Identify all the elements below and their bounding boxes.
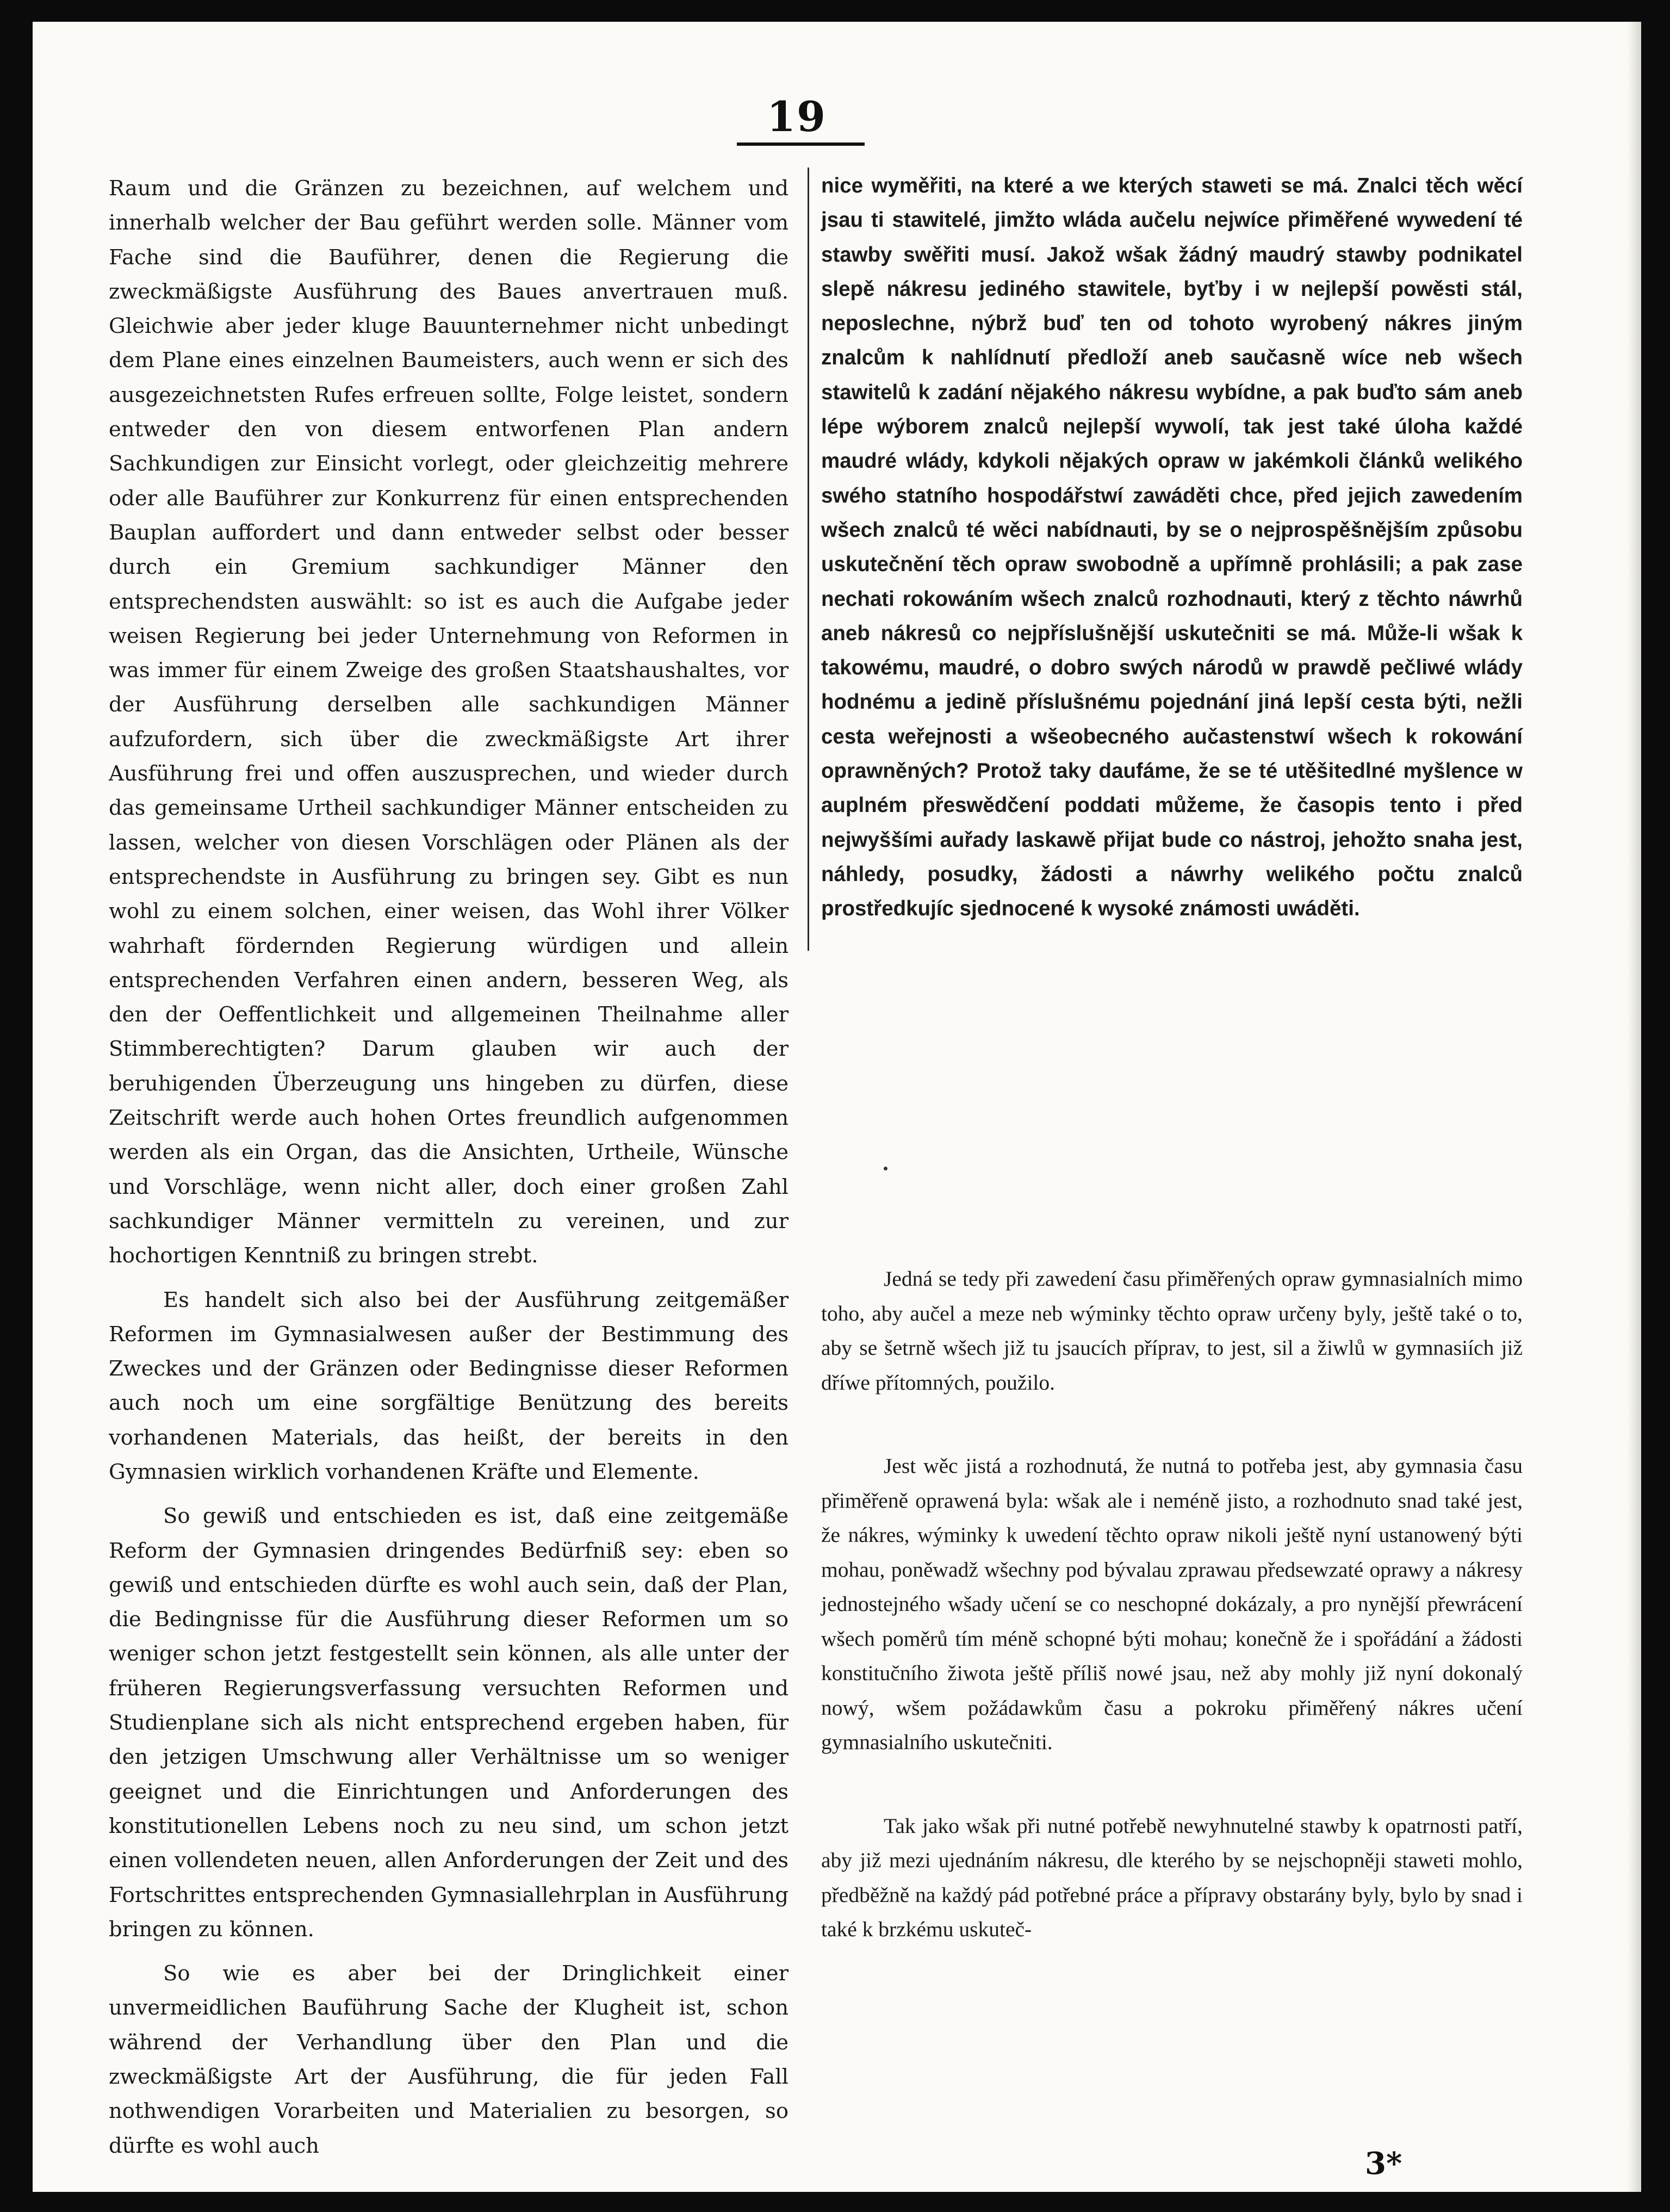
column-divider — [808, 168, 809, 951]
ink-speck — [884, 1167, 887, 1170]
german-paragraph-3: So gewiß und entschieden es ist, daß eine zeitgemäße Reform der Gymnasien dringendes Bedürfniß sey: eben so gewiß und entschieden dürfte es wohl auch sein, daß der Plan, die Bedingnisse für die Ausführung dieser Reformen um so weniger schon jetzt festgestellt sein können, als alle unter der früheren Regierungsverfassung versuchten Reformen und Studienplane sich als nicht entsprechend ergeben haben, für den jetzigen Umschwung aller Verhältnisse um so weniger geeignet und die Einrichtungen und Anforderungen des konstitutionellen Lebens noch zu neu sind, um schon jetzt einen vollendeten neuen, allen Anforderungen der Zeit und des Fortschrittes entsprechenden Gymnasiallehrplan in Ausführung bringen zu können. — [109, 1504, 789, 1942]
book-page — [33, 22, 1641, 2192]
czech-paragraph-3: Jest wěc jistá a rozhodnutá, že nutná to potřeba jest, aby gymnasia času přiměřeně oprawená byla: wšak ale i neméně jisto, a rozhodnuto snad také jest, že nákres, wýminky k uwedení těchto opraw nikoli ještě nyní ustanowený býti mohau, poněwadž wšechny pod bývalau zprawau předsewzaté oprawy a nákresy jednostejného wšady učení se co neschopné dokázaly, a pro nynější přewrácení wšech poměrů tím méně schopné býti mohau; konečně že i spořádání a žádosti konstitučního žiwota ještě příliš nowé jsau, než aby mohly již nyní dokonalý nowý, wšem požádawkům času a pokroku přiměřený nákres učení gymnasialního uskutečniti. — [821, 1454, 1523, 1754]
signature-mark: 3* — [1365, 2146, 1402, 2182]
czech-column-top — [821, 169, 1523, 936]
german-paragraph-1: Raum und die Gränzen zu bezeichnen, auf welchem und innerhalb welcher der Bau geführt werden solle. Männer vom Fache sind die Bauführer, denen die Regierung die zweckmäßigste Ausführung des Baues anvertrauen muß. Gleichwie aber jeder kluge Bauunternehmer nicht unbedingt dem Plane eines einzelnen Baumeisters, auch wenn er sich des ausgezeichnetsten Rufes erfreuen sollte, Folge leistet, sondern entweder den von diesem entworfenen Plan andern Sachkundigen zur Einsicht vorlegt, oder gleichzeitig mehrere oder alle Bauführer zur Konkurrenz für einen entsprechenden Bauplan auffordert und dann entweder selbst oder besser durch ein Gremium sachkundiger Männer den entsprechendsten auswählt: so ist es auch die Aufgabe jeder weisen Regierung bei jeder Unternehmung von Reformen in was immer für einem Zweige des großen Staatshaushaltes, vor der Ausführung derselben alle sachkundigen Männer aufzufordern, sich über die zweckmäßigste Art ihrer Ausführung frei und offen auszusprechen, und wieder durch das gemeinsame Urtheil sachkundiger Männer entscheiden zu lassen, welcher von diesen Vorschlägen oder Plänen als der entsprechendste in Ausführung zu bringen sey. Gibt es nun wohl zu einem solchen, einer weisen, das Wohl ihrer Völker wahrhaft fördernden Regierung würdigen und allein entsprechenden Verfahren einen andern, besseren Weg, als den der Oeffentlichkeit und allgemeinen Theilnahme aller Stimmberechtigten? Darum glauben wir auch der beruhigenden Überzeugung uns hingeben zu dürfen, diese Zeitschrift werde auch hohen Ortes freundlich aufgenommen werden als ein Organ, das die Ansichten, Urtheile, Wünsche und Vorschläge, wenn nicht aller, doch einer großen Zahl sachkundiger Männer vermitteln zu vereinen, und zur hochortigen Kenntniß zu bringen strebt. — [109, 176, 789, 1268]
page-number: 19 — [767, 92, 827, 141]
czech-paragraph-1: nice wyměřiti, na které a we kterých staweti se má. Znalci těch wěcí jsau ti stawitelé, jimžto wláda aučelu nejwíce přiměřené wywedení té stawby swěřiti musí. Jakož wšak žádný maudrý stawby podnikatel slepě nákresu jediného stawitele, byťby i w nejlepší powěsti stál, neposlechne, nýbrž buď ten od tohoto wyrobený nákres jiným znalcům k nahlídnutí předloží aneb saučasně wíce neb wšech stawitelů k zadání nějakého nákresu wybídne, a pak buďto sám aneb lépe wýborem znalců nejlepší wywolí, tak jest také úloha každé maudré wlády, kdykoli nějakých opraw w jakémkoli článků welikého swého statního hospodářstwí zawáděti chce, před jejich zawedením wšech znalců té wěci nabídnauti, by se o nejprospěšnějším způsobu uskutečnění těch opraw swobodně a upřímně prohlásili; a pak zase nechati rokowáním wšech znalců rozhodnauti, který z těchto náwrhů aneb nákresů co nejpříslušnější uskutečniti se má. Může-li wšak k takowému, maudré, o dobro swých národů w prawdě pečliwé wlády hodnému a jedině příslušnému pojednání jiná lepší cesta býti, nežli cesta weřejnosti a wšeobecného aučastenstwí wšech k rokowání oprawněných? Protož taky daufáme, že se té utěšitedlné myšlence w auplném přeswědčení poddati můžeme, že časopis tento i před nejwyššími auřady laskawě přijat bude co nástroj, jehožto snaha jest, náhledy, posudky, žádosti a náwrhy welikého počtu znalců prostředkujíc sjednocené k wysoké známosti uwáděti. — [821, 174, 1523, 921]
page-number-rule — [737, 142, 865, 146]
czech-column-bottom — [821, 1262, 1523, 1947]
czech-paragraph-4: Tak jako wšak při nutné potřebě newyhnutelné stawby k opatrnosti patří, aby již mezi ujednáním nákresu, dle kterého by se nejschopněji staweti mohlo, předběžně na každý pád potřebné práce a přípravy obstarány byly, bylo by snad i také k brzkému uskuteč- — [821, 1813, 1523, 1941]
german-paragraph-2: Es handelt sich also bei der Ausführung zeitgemäßer Reformen im Gymnasialwesen außer der Bestimmung des Zweckes und der Gränzen oder Bedingnisse dieser Reformen auch noch um eine sorgfältige Benützung des bereits vorhandenen Materials, das heißt, der bereits in den Gymnasien wirklich vorhandenen Kräfte und Elemente. — [109, 1287, 789, 1484]
czech-paragraph-2: Jedná se tedy při zawedení času přiměřených opraw gymnasialních mimo toho, aby aučel a meze neb wýminky těchto opraw určeny byly, ještě také o to, aby se šetrně wšech již tu jsaucích příprav, to jest, sil a žiwlů w gymnasiích již dříwe přítomných, použilo. — [821, 1267, 1523, 1395]
german-column — [109, 171, 789, 2173]
german-paragraph-4: So wie es aber bei der Dringlichkeit einer unvermeidlichen Bauführung Sache der Klugheit ist, schon während der Verhandlung über den Plan und die zweckmäßigste Art der Ausführung, die für jeden Fall nothwendigen Vorarbeiten und Materialien zu besorgen, so dürfte es wohl auch — [109, 1961, 789, 2158]
